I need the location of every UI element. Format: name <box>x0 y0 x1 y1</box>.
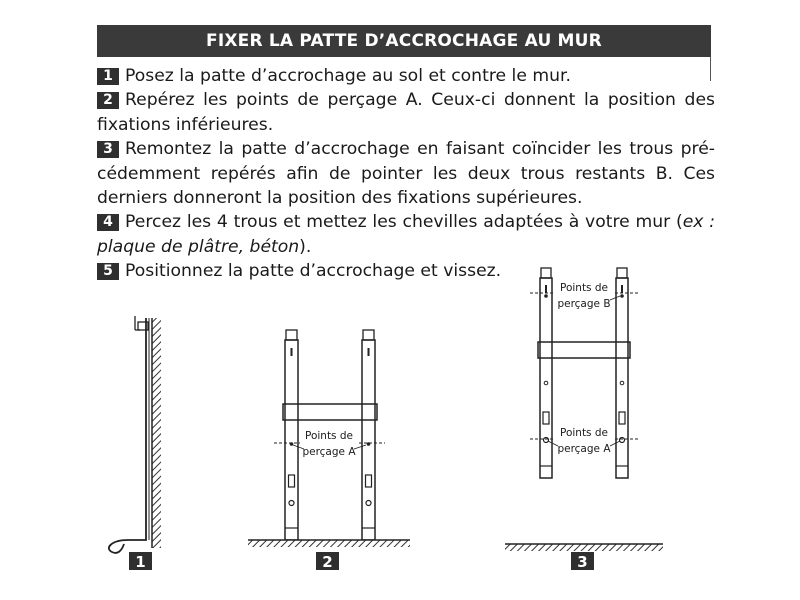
step-example: ex : plaque de plâtre, béton <box>97 212 715 257</box>
step-number-badge: 4 <box>97 214 119 231</box>
drill-points-a-label-line1: Points de <box>559 427 609 439</box>
right-post <box>616 278 628 478</box>
step-number-badge: 3 <box>97 141 119 158</box>
step-text: Repérez les points de perçage A. Ceux-ci donnent la position des fixations inférieures. <box>97 90 715 135</box>
step-text: Remontez la patte d’accrochage en faisant coïncider les trous pré-cédemment repérés afin de pointer les deux trous restants B. Ces derniers donneront la position des fixations supérieures. <box>97 139 715 209</box>
drill-points-b-label-line2: perçage B <box>557 298 611 310</box>
step-number-badge: 1 <box>97 68 119 85</box>
left-post <box>285 340 298 540</box>
drill-points-label-line1: Points de <box>304 430 354 442</box>
figure-2-front-view <box>248 330 410 571</box>
step-text: Posez la patte d’accrochage au sol et contre le mur. <box>125 66 571 86</box>
step-text: Percez les 4 trous et mettez les chevilles adaptées à votre mur ( <box>125 212 683 233</box>
floor <box>505 544 663 551</box>
figure-1-side-view <box>109 316 161 571</box>
section-title: FIXER LA PATTE D’ACCROCHAGE AU MUR <box>97 25 711 57</box>
figure-1-number: 1 <box>135 553 146 571</box>
left-post <box>540 278 552 478</box>
drill-points-a-label-line2: perçage A <box>557 443 611 455</box>
floor <box>248 540 410 547</box>
figure-3-raised-view <box>505 268 663 571</box>
wall <box>152 318 161 548</box>
drill-points-b-label-line1: Points de <box>559 282 609 294</box>
step-number-badge: 2 <box>97 92 119 109</box>
bracket-profile <box>109 318 146 553</box>
figure-3-number: 3 <box>577 553 588 571</box>
crossbar <box>283 404 377 420</box>
right-post <box>362 340 375 540</box>
step-number-badge: 5 <box>97 263 119 280</box>
step-text: Positionnez la patte d’accrochage et vissez. <box>125 261 502 282</box>
figure-2-number: 2 <box>322 553 333 571</box>
step-text-end: ). <box>299 236 312 257</box>
drill-points-label-line2: perçage A <box>302 446 356 458</box>
